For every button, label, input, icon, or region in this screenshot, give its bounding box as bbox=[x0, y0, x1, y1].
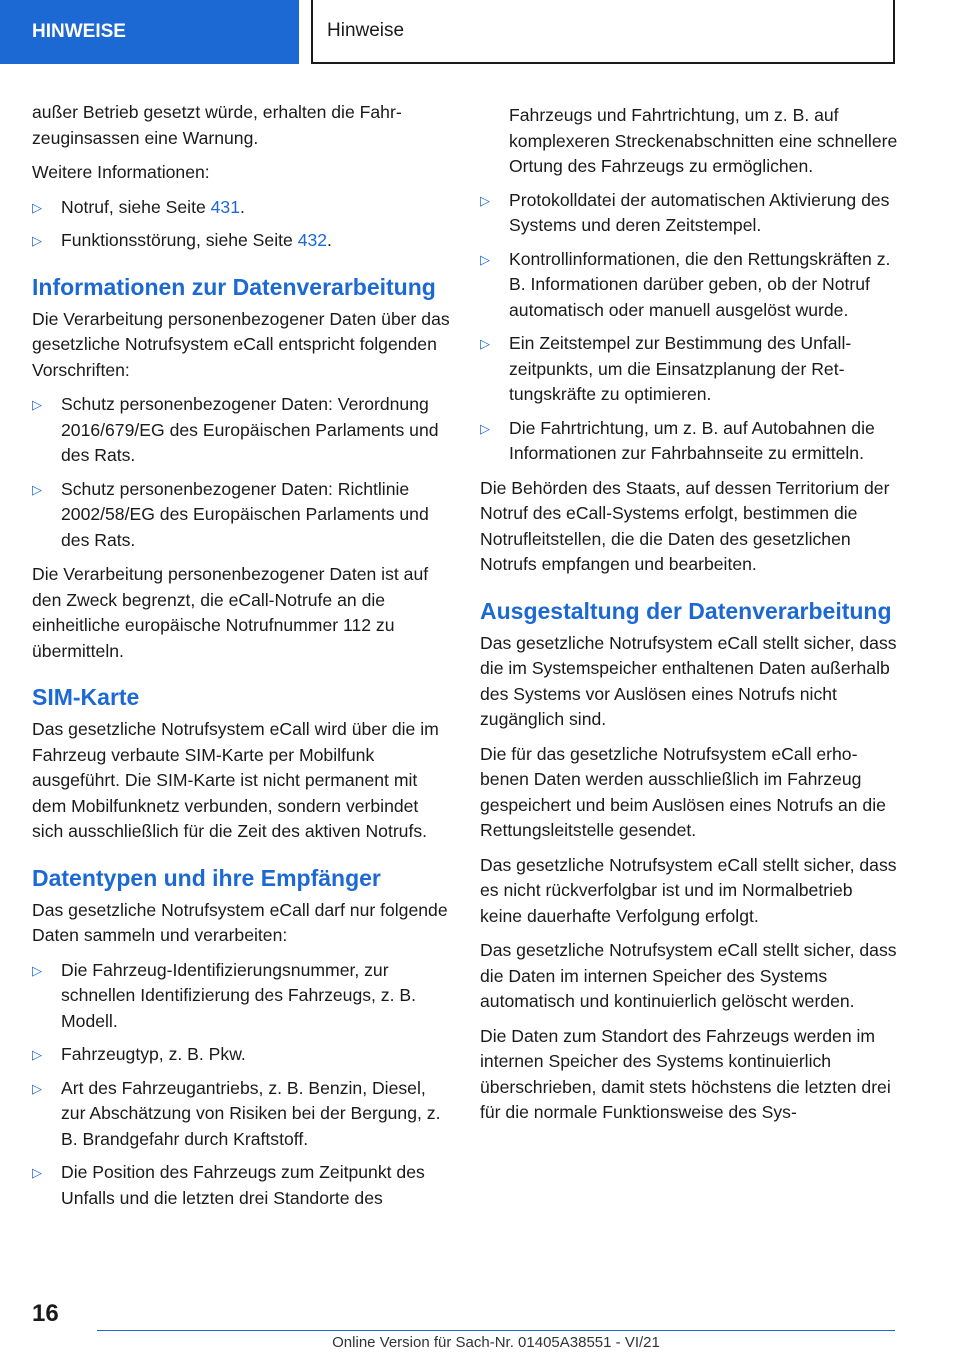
paragraph: Die Verarbeitung personenbezogener Daten ist auf den Zweck begrenzt, die eCall-Notrufe an die einheitliche europäische Notrufnummer 112 zu übermitteln. bbox=[32, 564, 429, 661]
triangle-bullet-icon: ▷ bbox=[480, 192, 490, 208]
list-item: ▷ Notruf, siehe Seite 431. bbox=[32, 195, 450, 221]
list-item: ▷ Art des Fahrzeugantriebs, z. B. Benzin, Diesel, zur Abschätzung von Risiken bei der Bergung, z. B. Brandgefahr durch Kraftstoff. bbox=[32, 1077, 441, 1149]
paragraph: Das gesetzliche Notrufsystem eCall darf nur folgende Daten sammeln und verarbeiten: bbox=[32, 899, 448, 945]
paragraph: Die für das gesetzliche Notrufsystem eCall erhobenen Daten werden ausschließlich im Fahrzeug gespeichert und beim Auslösen eines Notrufs an die Rettungsleitstelle gesendet. bbox=[480, 743, 886, 840]
bullet-list bbox=[32, 958, 450, 1212]
paragraph: Weitere Informationen: bbox=[32, 162, 210, 182]
paragraph: Das gesetzliche Notrufsystem eCall stellt sicher, dass es nicht rückverfolgbar ist und im Normalbetrieb keine dauerhafte Verfolgung erfolgt. bbox=[480, 854, 897, 926]
list-item: ▷ Schutz personenbezogener Daten: Richtlinie 2002/58/EG des Europäischen Parlaments und des Rats. bbox=[32, 478, 429, 550]
triangle-bullet-icon: ▷ bbox=[480, 336, 490, 351]
page-link-431[interactable]: 431 bbox=[210, 196, 240, 217]
list-item: ▷ Die Position des Fahrzeugs zum Zeitpunkt des Unfalls und die letzten drei Standorte des bbox=[32, 1162, 425, 1208]
list-item: ▷ Die Fahrtrichtung, um z. B. auf Autobahnen die Informationen zur Fahrbahnseite zu ermitteln. bbox=[480, 417, 875, 463]
left-column bbox=[32, 100, 450, 1220]
list-item: ▷ Fahrzeugtyp, z. B. Pkw. bbox=[32, 1042, 450, 1068]
triangle-bullet-icon: ▷ bbox=[32, 1047, 42, 1062]
triangle-bullet-icon: ▷ bbox=[32, 962, 42, 978]
triangle-bullet-icon: ▷ bbox=[32, 1165, 42, 1180]
triangle-bullet-icon: ▷ bbox=[32, 1080, 42, 1096]
reference-list bbox=[32, 195, 450, 254]
list-item: ▷ Schutz personenbezogener Daten: Verordnung 2016/679/EG des Europäischen Parlaments und des Rats. bbox=[32, 394, 439, 465]
bullet-list bbox=[480, 103, 898, 467]
footer-divider bbox=[97, 1330, 895, 1331]
triangle-bullet-icon: ▷ bbox=[32, 199, 42, 215]
heading-datentypen: Datentypen und ihre Empfänger bbox=[32, 864, 381, 891]
list-item: ▷ Protokolldatei der automatischen Aktivierung des Systems und deren Zeitstempel. bbox=[480, 189, 890, 235]
paragraph: Das gesetzliche Notrufsystem eCall stellt sicher, dass die im Systemspeicher enthaltenen Daten außerhalb des Systems vor Auslösen eines Notrufs nicht zugänglich sind. bbox=[480, 632, 897, 729]
paragraph: außer Betrieb gesetzt würde, erhalten die Fahrzeuginsassen eine Warnung. bbox=[32, 102, 402, 148]
triangle-bullet-icon: ▷ bbox=[32, 397, 42, 412]
triangle-bullet-icon: ▷ bbox=[32, 481, 42, 497]
list-item: ▷ Die Fahrzeug-Identifizierungsnummer, zur schnellen Identifizierung des Fahrzeugs, z. B. Modell. bbox=[32, 959, 417, 1031]
section-title: Hinweise bbox=[311, 0, 895, 64]
bullet-list bbox=[32, 392, 450, 553]
list-item: ▷ Kontrollinformationen, die den Rettungskräften z. B. Informationen darüber geben, ob der Notruf automatisch oder manuell ausgelöst wurde. bbox=[480, 248, 891, 320]
list-item: ▷ Ein Zeitstempel zur Bestimmung des Unfallzeitpunkts, um die Einsatzplanung der Rettungskräfte zu optimieren. bbox=[480, 333, 852, 404]
paragraph: Das gesetzliche Notrufsystem eCall stellt sicher, dass die Daten im internen Speicher des Systems automatisch und kontinuierlich gelöscht werden. bbox=[480, 940, 897, 1011]
heading-informationen: Informationen zur Datenverarbeitung bbox=[32, 273, 436, 300]
heading-sim-karte: SIM-Karte bbox=[32, 684, 140, 710]
right-column bbox=[480, 103, 898, 1135]
paragraph: Die Daten zum Standort des Fahrzeugs werden im internen Speicher des Systems kontinuierlich überschrieben, damit stets höchstens die letzten drei für die normale Funktionsweise des Sys- bbox=[480, 1025, 891, 1122]
list-item: ▷ Funktionsstörung, siehe Seite 432. bbox=[32, 228, 450, 254]
paragraph: Die Verarbeitung personenbezogener Daten über das gesetzliche Notrufsystem eCall entspricht folgenden Vorschriften: bbox=[32, 308, 450, 380]
paragraph: Das gesetzliche Notrufsystem eCall wird über die im Fahrzeug verbaute SIM-Karte per Mobilfunk ausgeführt. Die SIM-Karte ist nicht permanent mit dem Mobilfunknetz verbunden, sondern verbindet sich ausschließlich für die Zeit des aktiven Notrufs. bbox=[32, 719, 439, 841]
triangle-bullet-icon: ▷ bbox=[480, 420, 490, 436]
triangle-bullet-icon: ▷ bbox=[480, 251, 490, 267]
heading-ausgestaltung: Ausgestaltung der Datenverarbeitung bbox=[480, 597, 892, 624]
triangle-bullet-icon: ▷ bbox=[32, 233, 42, 248]
footer-online-version: Online Version für Sach-Nr. 01405A38551 - VI/21 bbox=[332, 1334, 660, 1351]
page-link-432[interactable]: 432 bbox=[297, 230, 328, 250]
paragraph: Die Behörden des Staats, auf dessen Territorium der Notruf des eCall-Systems erfolgt, bestimmen die Notrufleitstellen, die die Daten des gesetzlichen Notrufs empfangen und bearbeiten. bbox=[480, 477, 890, 574]
list-item-continued: Fahrzeugs und Fahrtrichtung, um z. B. auf komplexeren Streckenabschnitten eine schnellere Ortung des Fahrzeugs zu ermöglichen. bbox=[509, 105, 898, 176]
page-number: 16 bbox=[32, 1300, 59, 1327]
section-tab: HINWEISE bbox=[0, 0, 299, 64]
